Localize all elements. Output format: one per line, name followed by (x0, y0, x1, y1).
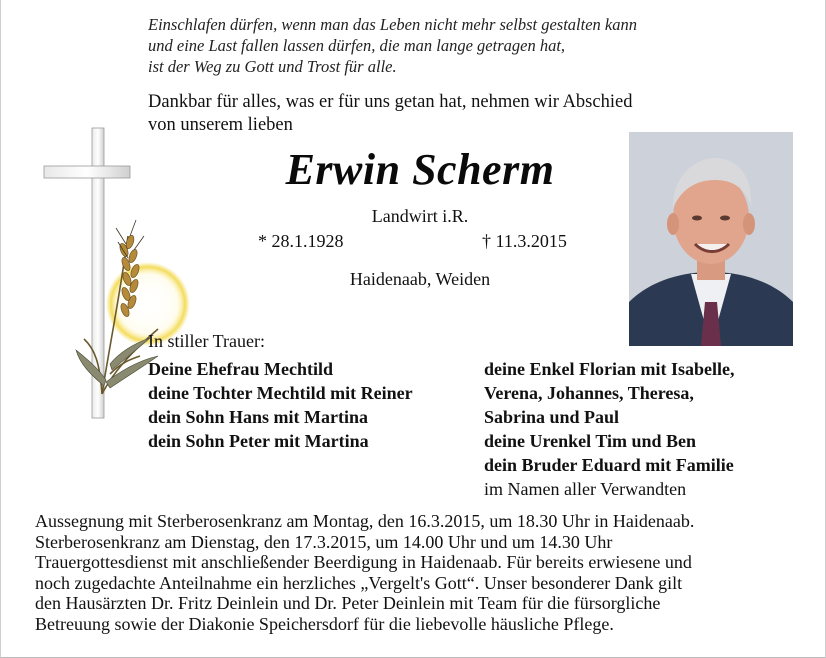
closing-line: Aussegnung mit Sterberosenkranz am Montag, den 16.3.2015, um 18.30 Uhr in Haidenaab. (35, 511, 695, 531)
mourner-entry: deine Tochter Mechtild mit Reiner (148, 383, 413, 403)
portrait-icon (629, 132, 793, 346)
quote-line: und eine Last fallen lassen dürfen, die man lange getragen hat, (148, 36, 566, 55)
quote-line: Einschlafen dürfen, wenn man das Leben nicht mehr selbst gestalten kann (148, 15, 637, 34)
mourner-entry: im Namen aller Verwandten (484, 479, 687, 499)
deceased-name: Erwin Scherm (285, 145, 555, 194)
mourner-entry: deine Enkel Florian mit Isabelle, (484, 359, 735, 379)
deceased-place: Haidenaab, Weiden (349, 269, 491, 289)
death-date: † 11.3.2015 (482, 231, 567, 251)
quote-line: ist der Weg zu Gott und Trost für alle. (148, 57, 397, 76)
closing-line: den Hausärzten Dr. Fritz Deinlein und Dr. Peter Deinlein mit Team für die fürsorgliche (35, 593, 661, 613)
mourner-entry: dein Sohn Hans mit Martina (148, 407, 369, 427)
deceased-occupation: Landwirt i.R. (371, 206, 469, 226)
closing-line: Betreuung sowie der Diakonie Speichersdorf für die liebevolle häusliche Pflege. (35, 613, 614, 634)
portrait-photo (629, 132, 793, 346)
farewell-intro (148, 91, 708, 137)
mourners-label: In stiller Trauer: (148, 331, 265, 351)
mourner-entry: deine Urenkel Tim und Ben (484, 431, 697, 451)
mourner-entry: dein Sohn Peter mit Martina (148, 431, 369, 451)
closing-line: noch zugedachte Anteilnahme ein herzliches „Vergelt's Gott“. Unser besonderer Dank gilt (35, 572, 683, 593)
mourners-right-list (484, 357, 735, 501)
birth-date: * 28.1.1928 (258, 231, 344, 251)
mourner-entry: dein Bruder Eduard mit Familie (484, 455, 734, 475)
mourner-entry: Verena, Johannes, Theresa, (484, 383, 694, 403)
closing-line: Trauergottesdienst mit anschließender Beerdigung in Haidenaab. Für bereits erwiesene und (35, 552, 692, 572)
mourner-entry: Sabrina und Paul (484, 407, 620, 427)
closing-line: Sterberosenkranz am Dienstag, den 17.3.2015, um 14.00 Uhr und um 14.30 Uhr (35, 531, 613, 552)
memorial-quote (148, 14, 728, 77)
mourners-left-list (148, 357, 413, 453)
intro-line: von unserem lieben (148, 115, 293, 135)
service-details (35, 511, 805, 634)
intro-line: Dankbar für alles, was er für uns getan hat, nehmen wir Abschied (148, 92, 633, 112)
mourner-entry: Deine Ehefrau Mechtild (148, 359, 333, 379)
